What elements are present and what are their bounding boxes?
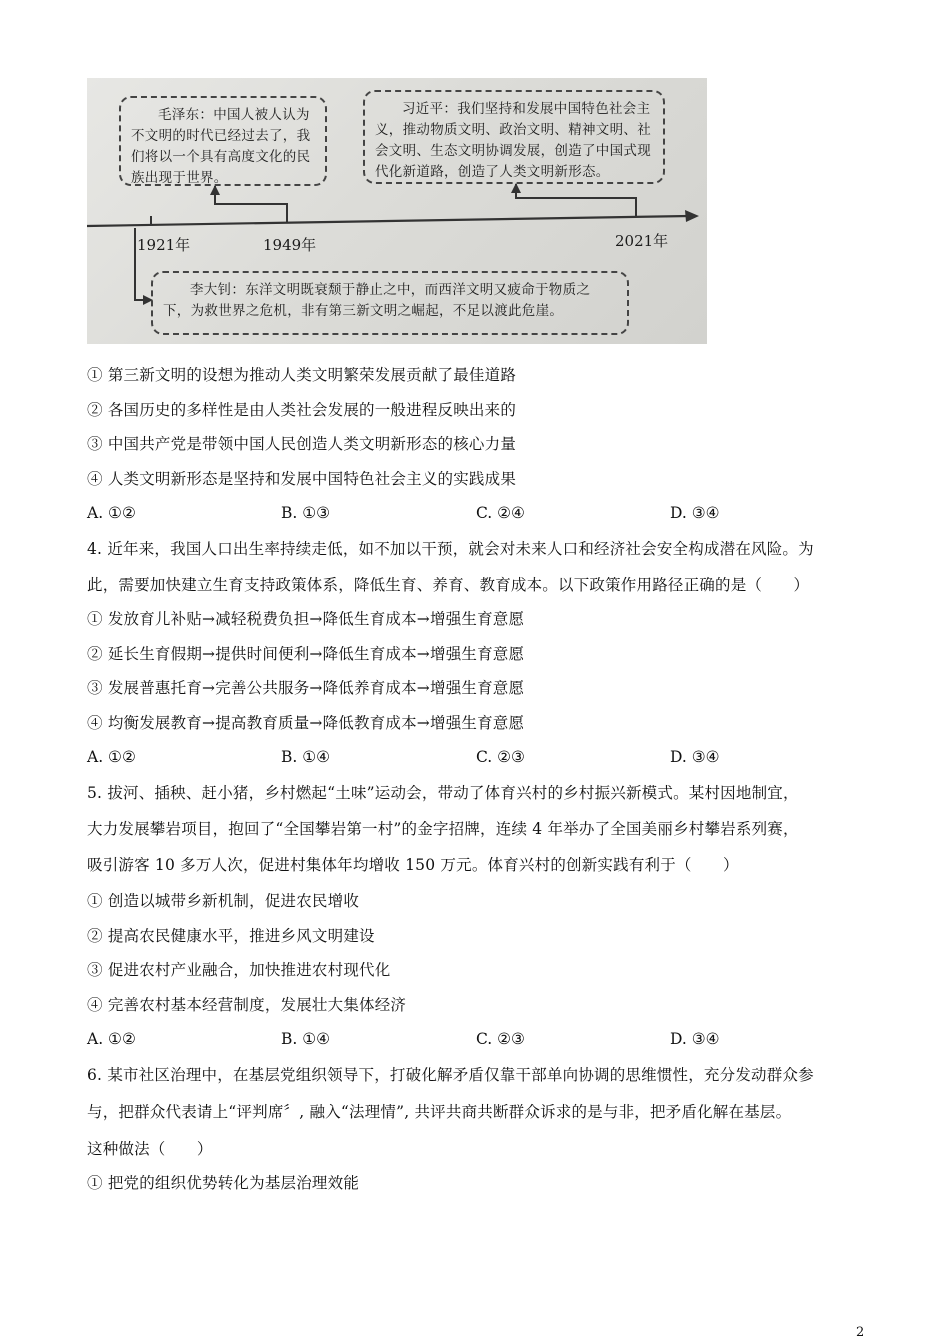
q6-stem-line-2: 与，把群众代表请上“评判席〞, 融入“法理情”, 共评共商共断群众诉求的是与非，把矛盾化解在基层。: [87, 1103, 792, 1121]
q5-option-d[interactable]: D. ③④: [670, 1030, 720, 1048]
q5-option-a[interactable]: A. ①②: [87, 1030, 136, 1048]
q4-item-2: ② 延长生育假期→提供时间便利→降低生育成本→增强生育意愿: [87, 645, 525, 663]
year-1921-label: 1921年: [137, 236, 191, 254]
q4-item-4: ④ 均衡发展教育→提高教育质量→降低教育成本→增强生育意愿: [87, 714, 525, 732]
q5-stem-line-1: 5. 拔河、插秧、赶小猪，乡村燃起“土味”运动会，带动了体育兴村的乡村振兴新模式。某村因地制宜，: [87, 784, 799, 802]
q5-item-1: ① 创造以城带乡新机制，促进农民增收: [87, 892, 360, 910]
q6-stem-line-3: 这种做法（ ）: [87, 1140, 213, 1158]
q3-option-b[interactable]: B. ①③: [281, 504, 331, 522]
q3-item-4: ④ 人类文明新形态是坚持和发展中国特色社会主义的实践成果: [87, 470, 517, 488]
q3-item-3: ③ 中国共产党是带领中国人民创造人类文明新形态的核心力量: [87, 435, 517, 453]
q4-stem-line-1: 4. 近年来，我国人口出生率持续走低，如不加以干预，就会对未来人口和经济社会安全构成潜在风险。为: [87, 540, 814, 558]
q3-option-a[interactable]: A. ①②: [87, 504, 136, 522]
q4-item-1: ① 发放育儿补贴→减轻税费负担→降低生育成本→增强生育意愿: [87, 610, 525, 628]
q3-options: [87, 503, 887, 523]
q3-option-c[interactable]: C. ②④: [476, 504, 525, 522]
q3-item-1: ① 第三新文明的设想为推动人类文明繁荣发展贡献了最佳道路: [87, 366, 517, 384]
q4-option-a[interactable]: A. ①②: [87, 748, 136, 766]
q4-item-3: ③ 发展普惠托育→完善公共服务→降低养育成本→增强生育意愿: [87, 679, 525, 697]
q4-option-c[interactable]: C. ②③: [476, 748, 525, 766]
q5-options: [87, 1029, 887, 1049]
page-number: 2: [856, 1325, 865, 1340]
q5-item-2: ② 提高农民健康水平，推进乡风文明建设: [87, 927, 375, 945]
q6-stem-line-1: 6. 某市社区治理中，在基层党组织领导下，打破化解矛盾仅靠干部单向协调的思维惯性，充分发动群众参: [87, 1066, 814, 1084]
q4-option-d[interactable]: D. ③④: [670, 748, 720, 766]
q6-item-1: ① 把党的组织优势转化为基层治理效能: [87, 1174, 360, 1192]
q5-stem-line-3: 吸引游客 10 多万人次，促进村集体年均增收 150 万元。体育兴村的创新实践有利于（ ）: [87, 856, 739, 874]
q5-option-c[interactable]: C. ②③: [476, 1030, 525, 1048]
year-1949-label: 1949年: [263, 236, 317, 254]
q5-option-b[interactable]: B. ①④: [281, 1030, 331, 1048]
q3-option-d[interactable]: D. ③④: [670, 504, 720, 522]
q5-item-3: ③ 促进农村产业融合，加快推进农村现代化: [87, 961, 391, 979]
mao-quote-box: 毛泽东：中国人被人认为不文明的时代已经过去了，我们将以一个具有高度文化的民族出现于世界。: [119, 96, 327, 186]
xi-quote-box: 习近平：我们坚持和发展中国特色社会主义，推动物质文明、政治文明、精神文明、社会文明、生态文明协调发展，创造了中国式现代化新道路，创造了人类文明新形态。: [363, 90, 665, 184]
q5-item-4: ④ 完善农村基本经营制度，发展壮大集体经济: [87, 996, 407, 1014]
q4-option-b[interactable]: B. ①④: [281, 748, 331, 766]
timeline-photo: [87, 78, 707, 344]
q4-stem-line-2: 此，需要加快建立生育支持政策体系，降低生育、养育、教育成本。以下政策作用路径正确的是（ ）: [87, 576, 810, 594]
q4-options: [87, 747, 887, 767]
q3-item-2: ② 各国历史的多样性是由人类社会发展的一般进程反映出来的: [87, 401, 517, 419]
li-quote-box: 李大钊：东洋文明既衰颓于静止之中，而西洋文明又疲命于物质之下，为救世界之危机，非有第三新文明之崛起，不足以渡此危崖。: [151, 271, 629, 335]
year-2021-label: 2021年: [615, 232, 669, 250]
q5-stem-line-2: 大力发展攀岩项目，抱回了“全国攀岩第一村”的金字招牌，连续 4 年举办了全国美丽乡村攀岩系列赛，: [87, 820, 799, 838]
